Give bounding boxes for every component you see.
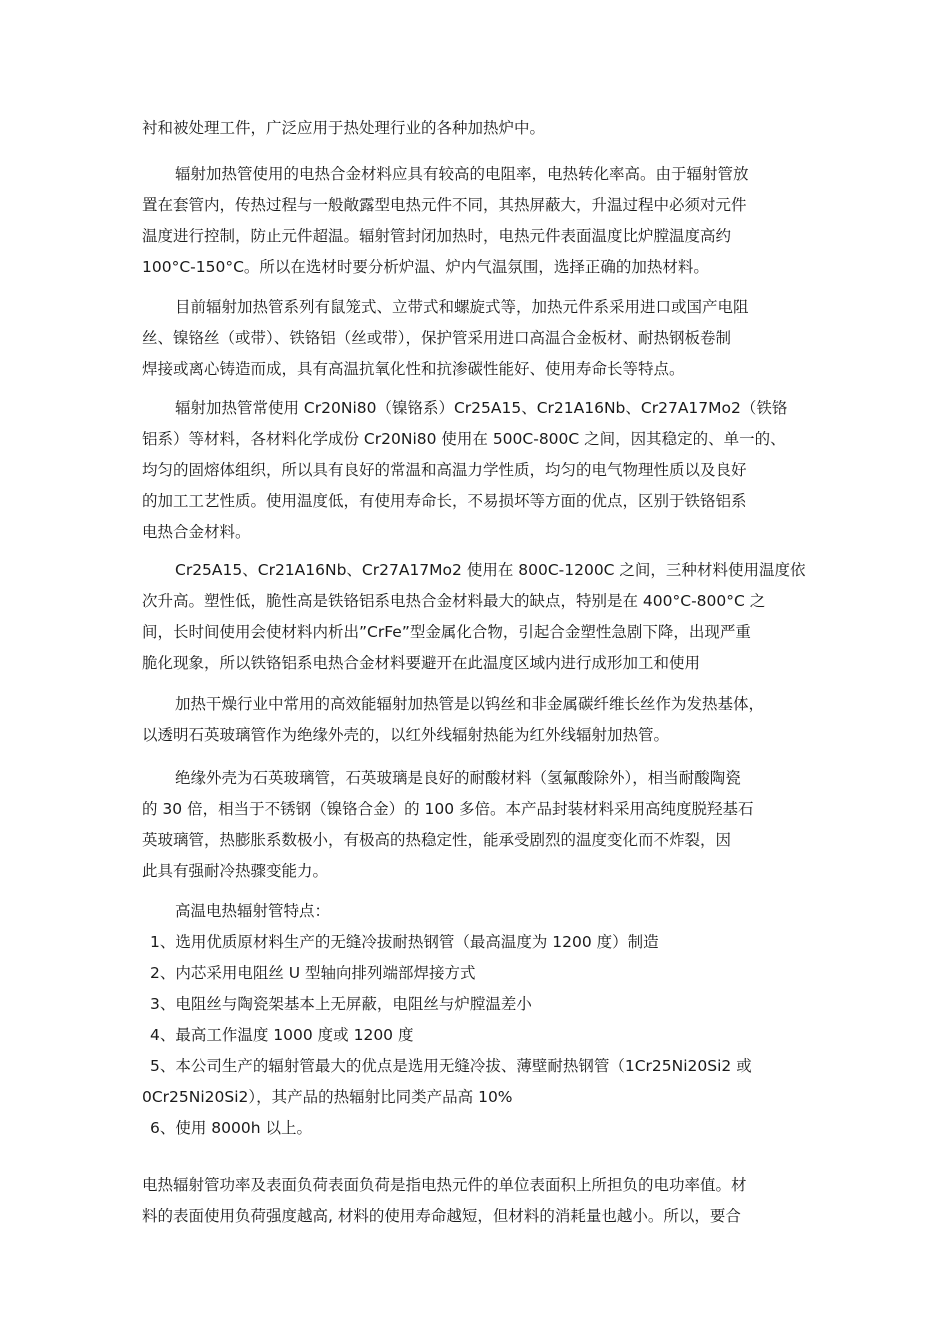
paragraph-nickel-chrome	[142, 393, 814, 548]
text-line: 的 30 倍，相当于不锈钢（镍铬合金）的 100 多倍。本产品封装材料采用高纯度脱羟基石	[142, 800, 754, 818]
text-line: 铝系）等材料，各材料化学成份 Cr20Ni80 使用在 500C-800C 之间，因其稳定的、单一的、	[142, 430, 786, 448]
list-item: 2、内芯采用电阻丝 U 型轴向排列端部焊接方式	[150, 964, 476, 982]
text-line: 脆化现象，所以铁铬铝系电热合金材料要避开在此温度区域内进行成形加工和使用	[142, 654, 701, 672]
list-item: 3、电阻丝与陶瓷架基本上无屏蔽，电阻丝与炉膛温差小	[150, 995, 532, 1013]
list-item: 6、使用 8000h 以上。	[150, 1119, 312, 1137]
paragraph-tube-types	[142, 292, 814, 385]
text-line: 此具有强耐冷热骤变能力。	[142, 862, 329, 880]
text-line: 辐射加热管使用的电热合金材料应具有较高的电阻率，电热转化率高。由于辐射管放	[175, 165, 749, 183]
text-line: 以透明石英玻璃管作为绝缘外壳的，以红外线辐射热能为红外线辐射加热管。	[142, 726, 670, 744]
text-line: 加热干燥行业中常用的高效能辐射加热管是以钨丝和非金属碳纤维长丝作为发热基体，	[175, 695, 765, 713]
text-line: 温度进行控制，防止元件超温。辐射管封闭加热时，电热元件表面温度比炉膛温度高约	[142, 227, 732, 245]
features-section	[142, 896, 814, 1144]
text-line: 目前辐射加热管系列有鼠笼式、立带式和螺旋式等，加热元件系采用进口或国产电阻	[175, 298, 749, 316]
list-item: 5、本公司生产的辐射管最大的优点是选用无缝冷拔、薄壁耐热钢管（1Cr25Ni20Si2 或	[150, 1057, 752, 1075]
paragraph-continuation	[142, 113, 814, 144]
text-line: 均匀的固熔体组织，所以具有良好的常温和高温力学性质，均匀的电气物理性质以及良好	[142, 461, 747, 479]
text-line: 丝、镍铬丝（或带）、铁铬铝（丝或带），保护管采用进口高温合金板材、耐热钢板卷制	[142, 329, 732, 347]
text-line: 英玻璃管，热膨胀系数极小，有极高的热稳定性，能承受剧烈的温度变化而不炸裂，因	[142, 831, 732, 849]
list-item: 1、选用优质原材料生产的无缝冷拔耐热钢管（最高温度为 1200 度）制造	[150, 933, 659, 951]
text-line: 衬和被处理工件，广泛应用于热处理行业的各种加热炉中。	[142, 119, 546, 137]
paragraph-surface-load	[142, 1170, 814, 1232]
text-line: Cr25A15、Cr21A16Nb、Cr27A17Mo2 使用在 800C-1200C 之间，三种材料使用温度依	[175, 561, 806, 579]
text-line: 辐射加热管常使用 Cr20Ni80（镍铬系）Cr25A15、Cr21A16Nb、Cr27A17Mo2（铁铬	[175, 399, 788, 417]
features-title: 高温电热辐射管特点：	[175, 902, 331, 920]
text-line: 置在套管内，传热过程与一般敞露型电热元件不同，其热屏蔽大，升温过程中必须对元件	[142, 196, 747, 214]
text-line: 电热辐射管功率及表面负荷表面负荷是指电热元件的单位表面积上所担负的电功率值。材	[142, 1176, 747, 1194]
text-line: 绝缘外壳为石英玻璃管，石英玻璃是良好的耐酸材料（氢氟酸除外），相当耐酸陶瓷	[175, 769, 741, 787]
text-line: 100°C-150°C。所以在选材时要分析炉温、炉内气温氛围，选择正确的加热材料。	[142, 258, 709, 276]
paragraph-drying-industry	[142, 689, 814, 751]
text-line: 焊接或离心铸造而成，具有高温抗氧化性和抗渗碳性能好、使用寿命长等特点。	[142, 360, 685, 378]
paragraph-quartz-shell	[142, 763, 814, 887]
text-line: 间，长时间使用会使材料内析出”CrFe”型金属化合物，引起合金塑性急剧下降，出现严重	[142, 623, 751, 641]
text-line: 次升高。塑性低，脆性高是铁铬铝系电热合金材料最大的缺点，特别是在 400°C-800°C 之	[142, 592, 766, 610]
list-item: 4、最高工作温度 1000 度或 1200 度	[150, 1026, 414, 1044]
paragraph-iron-chrome-aluminum	[142, 555, 814, 679]
text-line: 电热合金材料。	[142, 523, 251, 541]
text-line: 料的表面使用负荷强度越高, 材料的使用寿命越短，但材料的消耗量也越小。所以，要合	[142, 1207, 741, 1225]
list-item-continuation: 0Cr25Ni20Si2），其产品的热辐射比同类产品高 10%	[142, 1088, 513, 1106]
paragraph-alloy-requirements	[142, 159, 814, 283]
text-line: 的加工工艺性质。使用温度低，有使用寿命长，不易损坏等方面的优点，区别于铁铬铝系	[142, 492, 747, 510]
